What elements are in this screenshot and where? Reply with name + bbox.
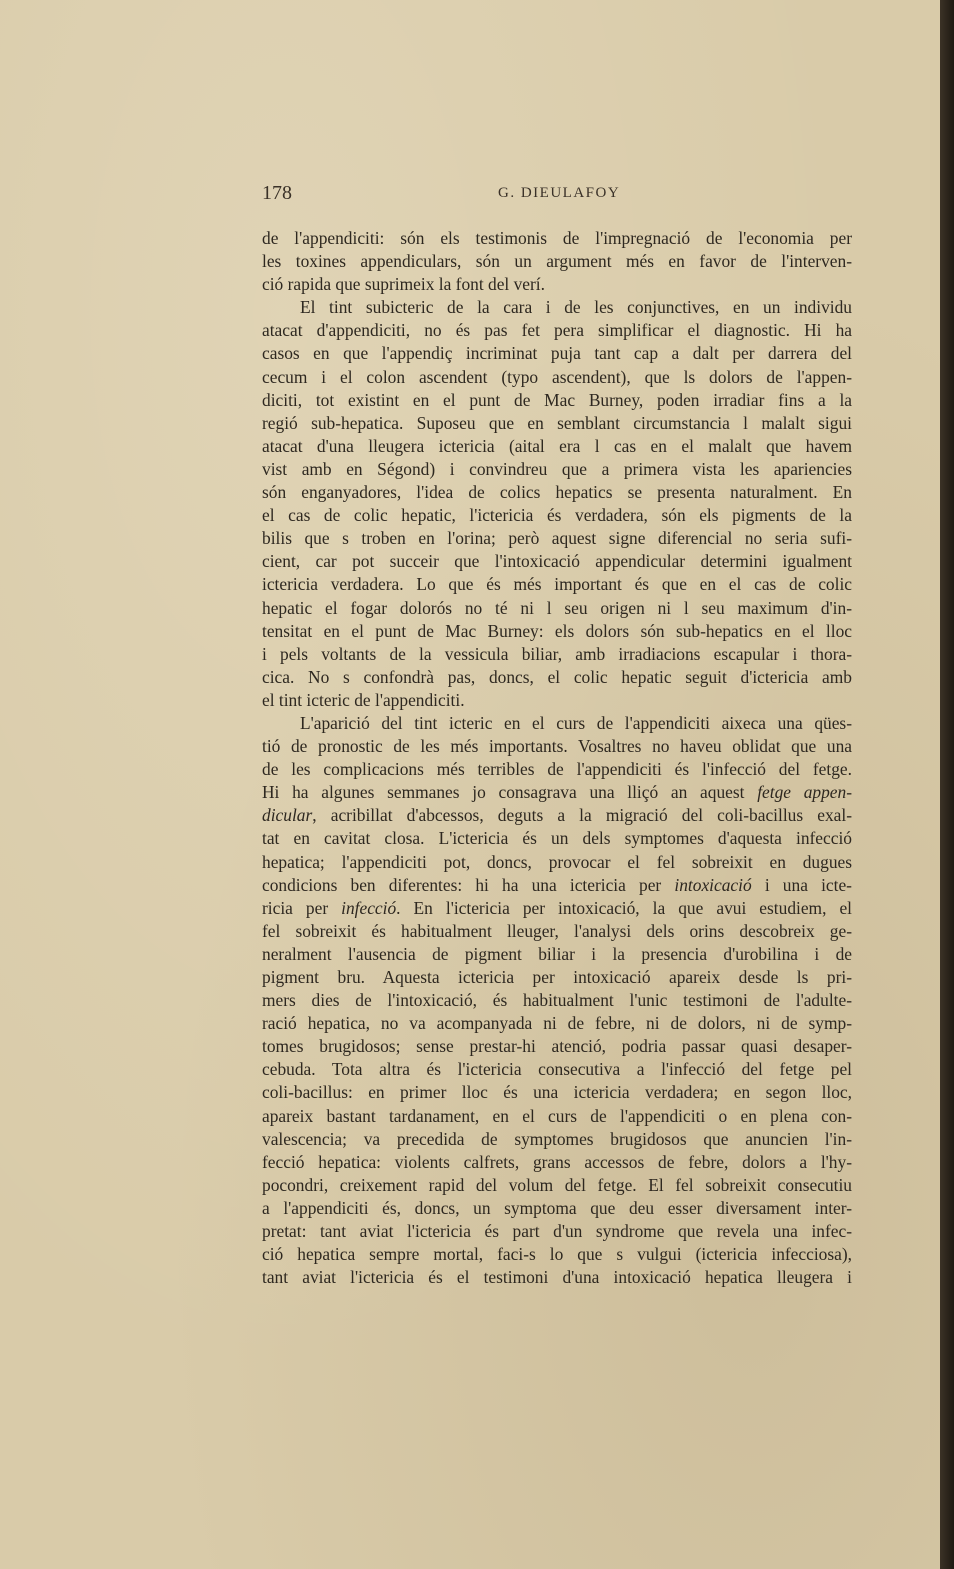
- text-line: hepatica; l'appendiciti pot, doncs, provocar el fel sobreixit en dugues: [262, 851, 852, 872]
- text-line: tant aviat l'ictericia és el testimoni d'una intoxicació hepatica lleugera i: [262, 1267, 852, 1288]
- text-line: pocondri, creixement rapid del volum del fetge. El fel sobreixit consecutiu: [262, 1174, 852, 1195]
- text-line: bilis que s troben en l'orina; però aquest signe diferencial no seria sufi-: [262, 528, 852, 549]
- text-line: de l'appendiciti: són els testimonis de l'impregnació de l'economia per: [262, 228, 852, 248]
- body-text: [262, 227, 852, 1289]
- text-line: les toxines appendiculars, són un argument més en favor de l'interven-: [262, 251, 852, 272]
- text-line: ció rapida que suprimeix la font del verí.: [262, 274, 545, 295]
- text-line: El tint subicteric de la cara i de les conjunctives, en un individu: [300, 297, 852, 318]
- text-line: Hi ha algunes semmanes jo consagrava una lliçó an aquest fetge appen-: [262, 782, 852, 803]
- text-line: hepatic el fogar dolorós no té ni l seu origen ni l seu maximum d'in-: [262, 597, 852, 618]
- text-line: ció hepatica sempre mortal, faci-s lo que s vulgui (ictericia infecciosa),: [262, 1244, 852, 1265]
- text-line: i pels voltants de la vessicula biliar, amb irradiacions escapular i thora-: [262, 643, 852, 664]
- text-line: tomes brugidosos; sense prestar-hi atenció, podria passar quasi desaper-: [262, 1036, 852, 1057]
- text-line: atacat d'una lleugera ictericia (aital era l cas en el malalt que havem: [262, 435, 852, 456]
- page-header: [262, 182, 852, 206]
- text-line: mers dies de l'intoxicació, és habitualment l'unic testimoni de l'adulte-: [262, 990, 852, 1011]
- text-line: són enganyadores, l'idea de colics hepatics se presenta naturalment. En: [262, 482, 852, 503]
- text-line: ictericia verdadera. Lo que és més important és que en el cas de colic: [262, 574, 852, 595]
- text-line: condicions ben diferentes: hi ha una ictericia per intoxicació i una icte-: [262, 874, 852, 895]
- text-line: pretat: tant aviat l'ictericia és part d'un syndrome que revela una infec-: [262, 1221, 852, 1242]
- text-line: el cas de colic hepatic, l'ictericia és verdadera, són els pigments de la: [262, 505, 852, 526]
- text-line: ricia per infecció. En l'ictericia per intoxicació, la que avui estudiem, el: [262, 897, 852, 918]
- text-line: cica. No s confondrà pas, doncs, el colic hepatic seguit d'ictericia amb: [262, 666, 852, 687]
- text-line: a l'appendiciti és, doncs, un symptoma que deu esser diversament inter-: [262, 1197, 852, 1218]
- text-line: valescencia; va precedida de symptomes brugidosos que anuncien l'in-: [262, 1128, 852, 1149]
- text-line: tió de pronostic de les més importants. Vosaltres no haveu oblidat que una: [262, 736, 852, 757]
- text-line: cebuda. Tota altra és l'ictericia consecutiva a l'infecció del fetge pel: [262, 1059, 852, 1080]
- text-line: apareix bastant tardanament, en el curs de l'appendiciti o en plena con-: [262, 1105, 852, 1126]
- text-line: tat en cavitat closa. L'ictericia és un dels symptomes d'aquesta infecció: [262, 828, 852, 849]
- running-head: G. DIEULAFOY: [498, 185, 621, 201]
- text-line: cecum i el colon ascendent (typo ascendent), que ls dolors de l'appen-: [262, 366, 852, 387]
- text-line: dicular, acribillat d'abcessos, deguts a la migració del coli-bacillus exal-: [262, 805, 852, 826]
- text-line: fel sobreixit és habitualment lleuger, l'analysi dels orins descobreix ge-: [262, 920, 852, 941]
- page-number: 178: [262, 182, 292, 204]
- text-line: tensitat en el punt de Mac Burney: els dolors són sub-hepatics en el lloc: [262, 620, 852, 641]
- text-line: cient, car pot succeir que l'intoxicació appendicular determini igualment: [262, 551, 852, 572]
- book-edge-shadow: [940, 0, 954, 1569]
- text-line: ració hepatica, no va acompanyada ni de febre, ni de dolors, ni de symp-: [262, 1013, 852, 1034]
- text-line: atacat d'appendiciti, no és pas fet pera simplificar el diagnostic. Hi ha: [262, 320, 852, 341]
- text-line: de les complicacions més terribles de l'appendiciti és l'infecció del fetge.: [262, 759, 852, 780]
- text-line: L'aparició del tint icteric en el curs de l'appendiciti aixeca una qües-: [300, 712, 852, 733]
- text-line: casos en que l'appendiç incriminat puja tant cap a dalt per darrera del: [262, 343, 852, 364]
- text-line: neralment l'ausencia de pigment biliar i la presencia d'urobilina i de: [262, 943, 852, 964]
- text-line: pigment bru. Aquesta ictericia per intoxicació apareix desde ls pri-: [262, 967, 852, 987]
- text-line: regió sub-hepatica. Suposeu que en semblant circumstancia l malalt sigui: [262, 412, 852, 433]
- text-line: coli-bacillus: en primer lloc és una ictericia verdadera; en segon lloc,: [262, 1082, 852, 1103]
- text-line: fecció hepatica: violents calfrets, grans accessos de febre, dolors a l'hy-: [262, 1151, 852, 1172]
- text-line: diciti, tot existint en el punt de Mac Burney, poden irradiar fins a la: [262, 389, 852, 410]
- text-line: vist amb en Ségond) i convindreu que a primera vista les apariencies: [262, 458, 852, 479]
- text-line: el tint icteric de l'appendiciti.: [262, 689, 465, 710]
